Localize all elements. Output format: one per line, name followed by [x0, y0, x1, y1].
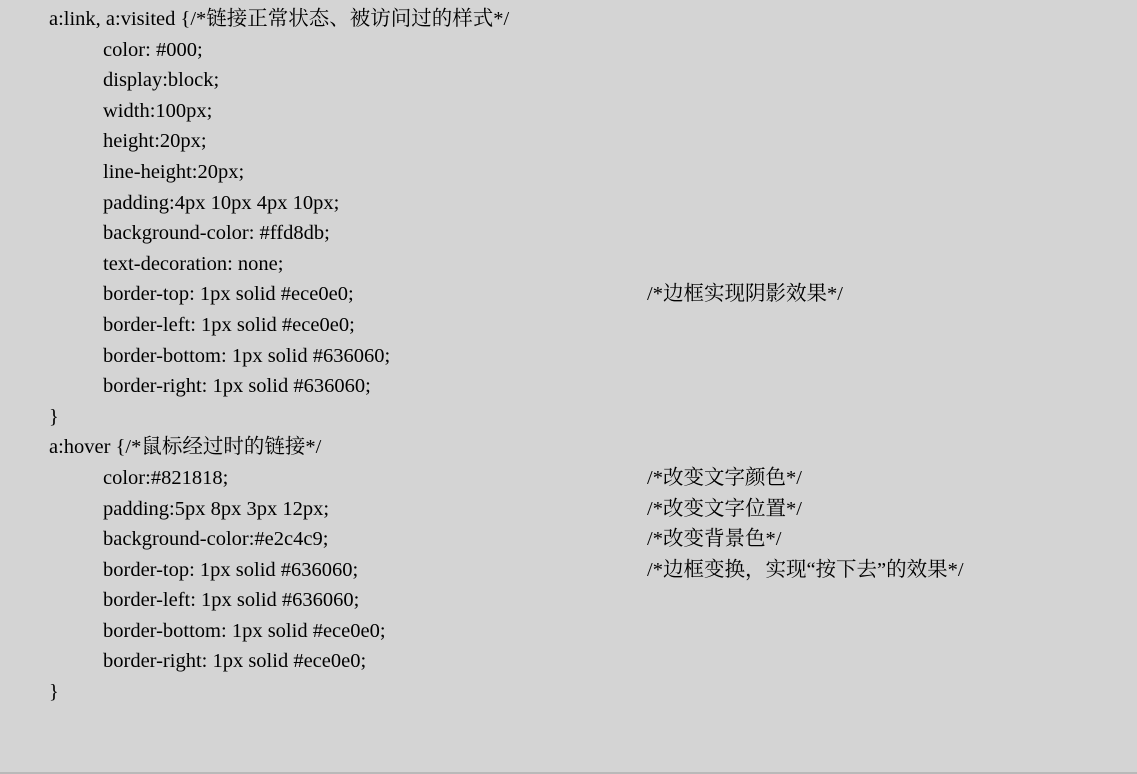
code-text: border-bottom: 1px solid #ece0e0;: [103, 619, 386, 642]
code-text: border-right: 1px solid #ece0e0;: [103, 650, 367, 673]
code-text: border-left: 1px solid #636060;: [103, 589, 360, 612]
code-text: height:20px;: [103, 130, 207, 153]
code-line: [0, 463, 1137, 494]
code-comment: /*边框变换，实现“按下去”的效果*/: [647, 558, 964, 581]
code-listing: [0, 4, 1137, 708]
code-line: [0, 341, 1137, 372]
code-line: [0, 249, 1137, 280]
code-text: color:#821818;: [103, 466, 229, 489]
code-text: a:hover {/*鼠标经过时的链接*/: [49, 436, 322, 459]
code-line: [0, 310, 1137, 341]
code-text: border-left: 1px solid #ece0e0;: [103, 313, 355, 336]
code-text: border-bottom: 1px solid #636060;: [103, 344, 391, 367]
code-line: [0, 555, 1137, 586]
code-line: [0, 371, 1137, 402]
code-line: [0, 432, 1137, 463]
code-line: [0, 616, 1137, 647]
code-line: [0, 646, 1137, 677]
code-text: display:block;: [103, 69, 220, 92]
code-text: width:100px;: [103, 99, 213, 122]
code-comment: /*改变背景色*/: [647, 528, 782, 551]
code-text: line-height:20px;: [103, 160, 245, 183]
code-line: [0, 35, 1137, 66]
code-text: border-top: 1px solid #636060;: [103, 558, 359, 581]
code-text: color: #000;: [103, 38, 203, 61]
code-text: padding:4px 10px 4px 10px;: [103, 191, 340, 214]
code-line: [0, 65, 1137, 96]
code-text: text-decoration: none;: [103, 252, 284, 275]
code-line: [0, 585, 1137, 616]
code-line: [0, 4, 1137, 35]
code-line: [0, 126, 1137, 157]
code-line: [0, 279, 1137, 310]
code-text: a:link, a:visited {/*链接正常状态、被访问过的样式*/: [49, 8, 510, 30]
code-line: [0, 157, 1137, 188]
code-comment: /*改变文字颜色*/: [647, 466, 802, 489]
code-line: [0, 524, 1137, 555]
code-line: [0, 494, 1137, 525]
code-text: padding:5px 8px 3px 12px;: [103, 497, 330, 520]
code-comment: /*边框实现阴影效果*/: [647, 283, 843, 306]
code-line: [0, 402, 1137, 433]
code-line: [0, 677, 1137, 708]
code-text: }: [49, 681, 59, 704]
code-text: }: [49, 405, 59, 428]
code-line: [0, 188, 1137, 219]
code-text: border-top: 1px solid #ece0e0;: [103, 283, 354, 306]
code-text: background-color:#e2c4c9;: [103, 528, 329, 551]
code-line: [0, 96, 1137, 127]
code-line: [0, 218, 1137, 249]
code-comment: /*改变文字位置*/: [647, 497, 802, 520]
code-text: background-color: #ffd8db;: [103, 222, 330, 245]
code-text: border-right: 1px solid #636060;: [103, 375, 371, 398]
